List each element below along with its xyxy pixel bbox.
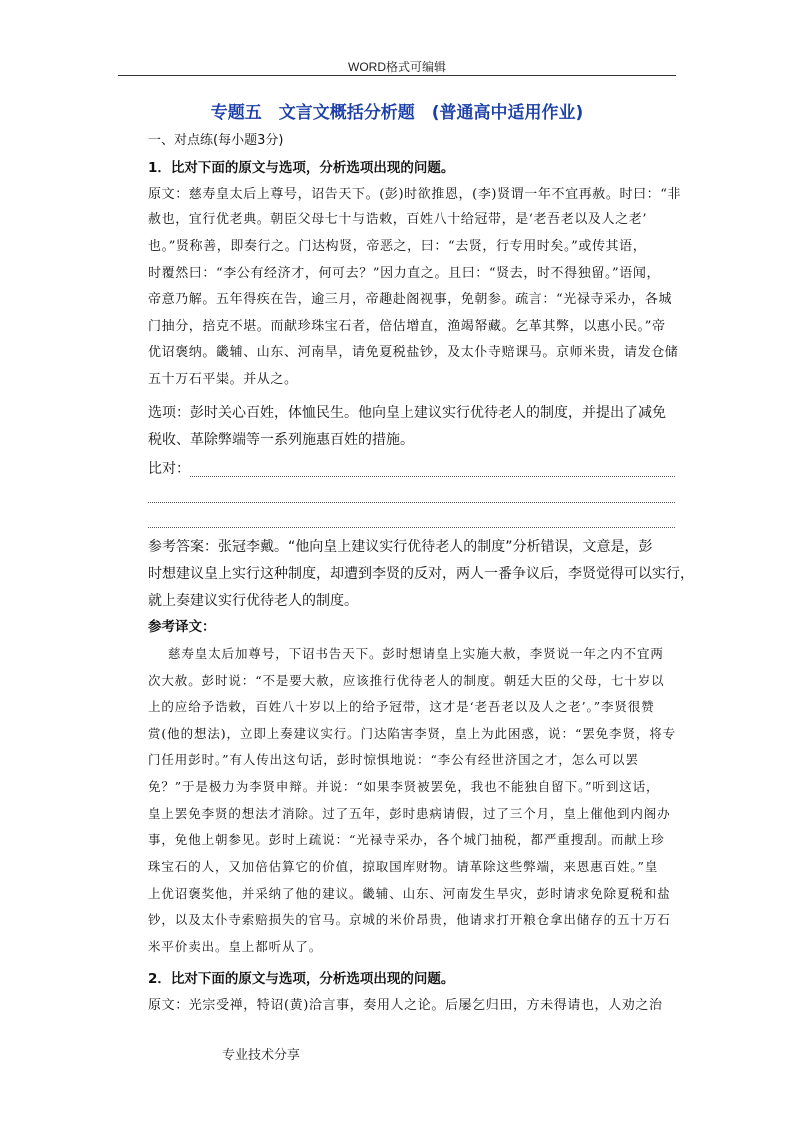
q1-answer-line: 参考答案：张冠李戴。“他向皇上建议实行优待老人的制度”分析错误，文意是，彭	[148, 539, 653, 555]
q2-original-line: 原文：光宗受禅，特诏(黄)洽言事，奏用人之论。后屡乞归田，方未得请也，人劝之治	[148, 998, 663, 1013]
q1-translation-line: 次大赦。彭时说：“不是要大赦，应该推行优待老人的制度。朝廷大臣的父母，七十岁以	[148, 673, 665, 688]
answer-blank-line[interactable]	[190, 476, 675, 477]
question-2-prompt: 2．比对下面的原文与选项，分析选项出现的问题。	[148, 971, 455, 987]
q1-option-line: 选项：彭时关心百姓，体恤民生。他向皇上建议实行优待老人的制度，并提出了减免	[148, 405, 666, 421]
q1-translation-line: 赏(他的想法)，立即上奏建议实行。门达陷害李贤，皇上为此困惑，说：“罢免李贤，将专	[148, 726, 677, 741]
answer-blank-line[interactable]	[148, 527, 675, 528]
q1-translation-line: 慈寿皇太后加尊号，下诏书告天下。彭时想请皇上实施大赦，李贤说一年之内不宜两	[168, 646, 664, 661]
q1-translation-line: 皇上罢免李贤的想法才消除。过了五年，彭时患病请假，过了三个月，皇上催他到内阁办	[148, 806, 671, 821]
q1-compare-label: 比对：	[148, 461, 190, 477]
q1-original-line: 优诏褒纳。畿辅、山东、河南旱，请免夏税盐钞，及太仆寺赔课马。京师米贵，请发仓储	[148, 345, 679, 360]
q1-answer-line: 时想建议皇上实行这种制度，却遭到李贤的反对，两人一番争议后，李贤觉得可以实行，	[148, 566, 694, 582]
q1-translation-line: 上的应给予诰敕，百姓八十岁以上的给予冠带，这才是‘老吾老以及人之老’。”李贤很赞	[148, 699, 655, 714]
q1-translation-line: 事，免他上朝参见。彭时上疏说：“光禄寺采办，各个城门抽税，都严重搜刮。而献上珍	[148, 832, 665, 847]
q1-translation-line: 米平价卖出。皇上都听从了。	[148, 939, 323, 954]
q1-translation-line: 钞，以及太仆寺索赔损失的官马。京城的米价昂贵，他请求打开粮仓拿出储存的五十万石	[148, 912, 671, 927]
q1-answer-line: 就上奏建议实行优待老人的制度。	[148, 593, 358, 609]
q1-original-line: 帝意乃解。五年得疾在告，逾三月，帝趣赴阁视事，免朝参。疏言：“光禄寺采办，各城	[148, 292, 673, 307]
answer-blank-line[interactable]	[148, 502, 675, 503]
question-1-prompt: 1．比对下面的原文与选项，分析选项出现的问题。	[148, 160, 455, 176]
page-header: WORD格式可编辑	[348, 60, 446, 74]
q1-original-line: 门抽分，掊克不堪。而献珍珠宝石者，倍估增直，渔竭帑藏。乞革其弊，以惠小民。”帝	[148, 319, 666, 334]
q1-original-line: 时覆然曰：“李公有经济才，何可去？”因力直之。且曰：“贤去，时不得独留。”语闻，	[148, 266, 661, 281]
q1-original-line: 五十万石平粜。并从之。	[148, 372, 298, 387]
page-footer: 专业技术分享	[222, 1047, 301, 1062]
q1-original-line: 原文：慈寿皇太后上尊号，诏告天下。(彭)时欲推恩，(李)贤谓一年不宜再赦。时曰：“非	[148, 187, 682, 202]
q1-translation-line: 珠宝石的人，又加倍估算它的价值，掠取国库财物。请革除这些弊端，来恩惠百姓。”皇	[148, 859, 659, 874]
q1-original-line: 也。”贤称善，即奏行之。门达构贤，帝恶之，曰：“去贤，行专用时矣。”或传其语，	[148, 239, 647, 254]
q1-translation-line: 免？”于是极力为李贤申辩。并说：“如果李贤被罢免，我也不能独自留下。”听到这话，	[148, 779, 660, 794]
document-title: 专题五 文言文概括分析题 (普通高中适用作业)	[210, 103, 584, 123]
q1-translation-line: 上优诏褒奖他，并采纳了他的建议。畿辅、山东、河南发生旱灾，彭时请求免除夏税和盐	[148, 886, 671, 901]
q1-option-line: 税收、革除弊端等一系列施惠百姓的措施。	[148, 432, 414, 448]
q1-translation-line: 门任用彭时。”有人传出这句话，彭时惊惧地说：“李公有经世济国之才，怎么可以罢	[148, 752, 639, 767]
q1-original-line: 赦也，宜行优老典。朝臣父母七十与诰敕，百姓八十给冠带，是‘老吾老以及人之老’	[148, 212, 648, 227]
header-divider	[118, 75, 676, 76]
q1-translation-label: 参考译文：	[148, 619, 216, 635]
section-heading: 一、对点练(每小题3分)	[148, 133, 284, 148]
